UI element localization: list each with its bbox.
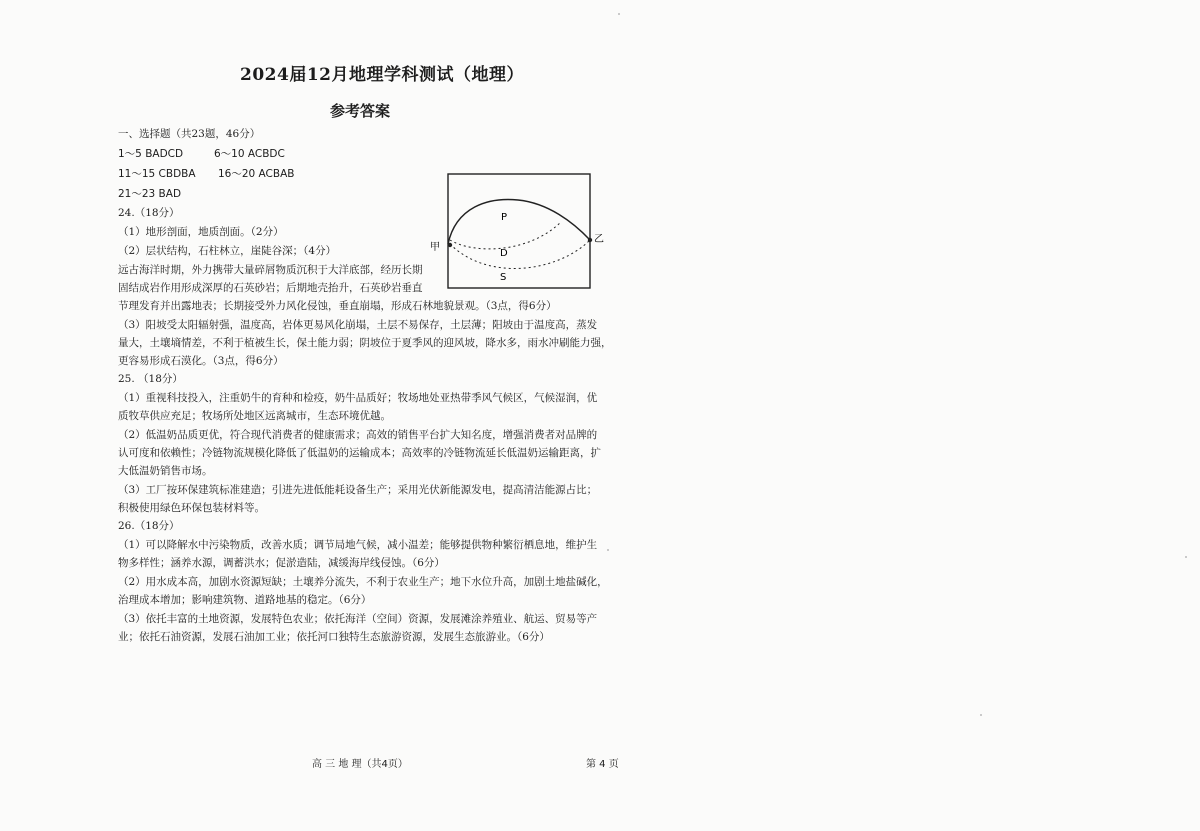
answer-row-16-20: 16～20 ACBAB — [218, 168, 295, 180]
answer-row-6-10: 6～10 ACBDC — [214, 148, 285, 160]
q25-part2-line3: 大低温奶销售市场。 — [118, 465, 213, 477]
scan-speck — [980, 714, 982, 716]
footer-page-number: 第 4 页 — [586, 759, 619, 770]
footer-course-info: 高 三 地 理（共4页） — [312, 759, 408, 770]
boundary-p-d — [450, 222, 561, 249]
label-p: P — [501, 212, 508, 223]
page-title: 2024届12月地理学科测试（地理） — [240, 65, 524, 85]
q25-part1-line1: （1）重视科技投入，注重奶牛的育种和检疫，奶牛品质好；牧场地处亚热带季风气候区，气候湿润，优 — [118, 392, 598, 404]
point-jia-marker — [448, 243, 452, 247]
q26-part3-line1: （3）依托丰富的土地资源，发展特色农业；依托海洋（空间）资源，发展滩涂养殖业、航运、贸易等产 — [118, 613, 598, 625]
q26-part2-line2: 治理成本增加；影响建筑物、道路地基的稳定。（6分） — [118, 594, 372, 606]
label-jia: 甲 — [430, 242, 440, 253]
diagram-frame — [448, 174, 590, 288]
q26-part1-line2: 物多样性；涵养水源，调蓄洪水；促淤造陆，减缓海岸线侵蚀。（6分） — [118, 557, 445, 569]
slope-profile-diagram — [428, 172, 613, 292]
q24-part3-line1: （3）阳坡受太阳辐射强，温度高，岩体更易风化崩塌，土层不易保存，土层薄；阳坡由于温度高，蒸发 — [118, 319, 598, 331]
q25-part3-line2: 积极使用绿色环保包装材料等。 — [118, 502, 265, 514]
label-yi: 乙 — [594, 234, 604, 245]
q25-part2-line2: 认可度和依赖性；冷链物流规模化降低了低温奶的运输成本；高效率的冷链物流延长低温奶运输距离，扩 — [118, 447, 601, 459]
q24-heading: 24.（18分） — [118, 207, 180, 219]
section1-heading: 一、选择题（共23题，46分） — [118, 128, 261, 140]
q25-part1-line2: 质牧草供应充足；牧场所处地区远离城市，生态环境优越。 — [118, 410, 391, 422]
answer-row-1-5: 1～5 BADCD — [118, 148, 184, 160]
label-s: S — [500, 272, 507, 283]
q26-part3-line2: 业；依托石油资源，发展石油加工业；依托河口独特生态旅游资源，发展生态旅游业。（6分） — [118, 631, 550, 643]
q24-part2: （2）层状结构，石柱林立，崖陡谷深；（4分） — [118, 245, 337, 257]
label-d: D — [500, 248, 508, 259]
point-yi-marker — [588, 238, 592, 242]
answer-row-11-15: 11～15 CBDBA — [118, 168, 196, 180]
q25-heading: 25. （18分） — [118, 373, 183, 385]
q25-part3-line1: （3）工厂按环保建筑标准建造；引进先进低能耗设备生产；采用光伏新能源发电，提高清洁能源占比； — [118, 484, 598, 496]
scan-speck — [618, 13, 620, 15]
page-subtitle: 参考答案 — [330, 102, 391, 120]
q24-part1: （1）地形剖面，地质剖面。（2分） — [118, 226, 284, 238]
q25-part2-line1: （2）低温奶品质更优，符合现代消费者的健康需求；高效的销售平台扩大知名度，增强消费者对品牌的 — [118, 429, 598, 441]
q24-part2-line3: 节理发育并出露地表；长期接受外力风化侵蚀，垂直崩塌，形成石林地貌景观。（3点，得6分） — [118, 300, 557, 312]
answer-row-21-23: 21～23 BAD — [118, 188, 182, 200]
q26-part2-line1: （2）用水成本高，加剧水资源短缺；土壤养分流失，不利于农业生产；地下水位升高，加剧土地盐碱化， — [118, 576, 608, 588]
scan-speck — [1185, 556, 1187, 558]
q24-part3-line2: 量大，土壤墒情差，不利于植被生长，保土能力弱；阴坡位于夏季风的迎风坡，降水多，雨水冲刷能力强， — [118, 337, 612, 349]
scan-speck — [607, 549, 609, 551]
q26-heading: 26.（18分） — [118, 520, 180, 532]
q26-part1-line1: （1）可以降解水中污染物质，改善水质；调节局地气候，减小温差；能够提供物种繁衍栖息地，维护生 — [118, 539, 598, 551]
terrain-surface-curve — [448, 200, 590, 244]
q24-part3-line3: 更容易形成石漠化。（3点，得6分） — [118, 355, 284, 367]
q24-part2-line1: 远古海洋时期，外力携带大量碎屑物质沉积于大洋底部，经历长期 — [118, 264, 423, 276]
q24-part2-line2: 固结成岩作用形成深厚的石英砂岩；后期地壳抬升，石英砂岩垂直 — [118, 282, 423, 294]
